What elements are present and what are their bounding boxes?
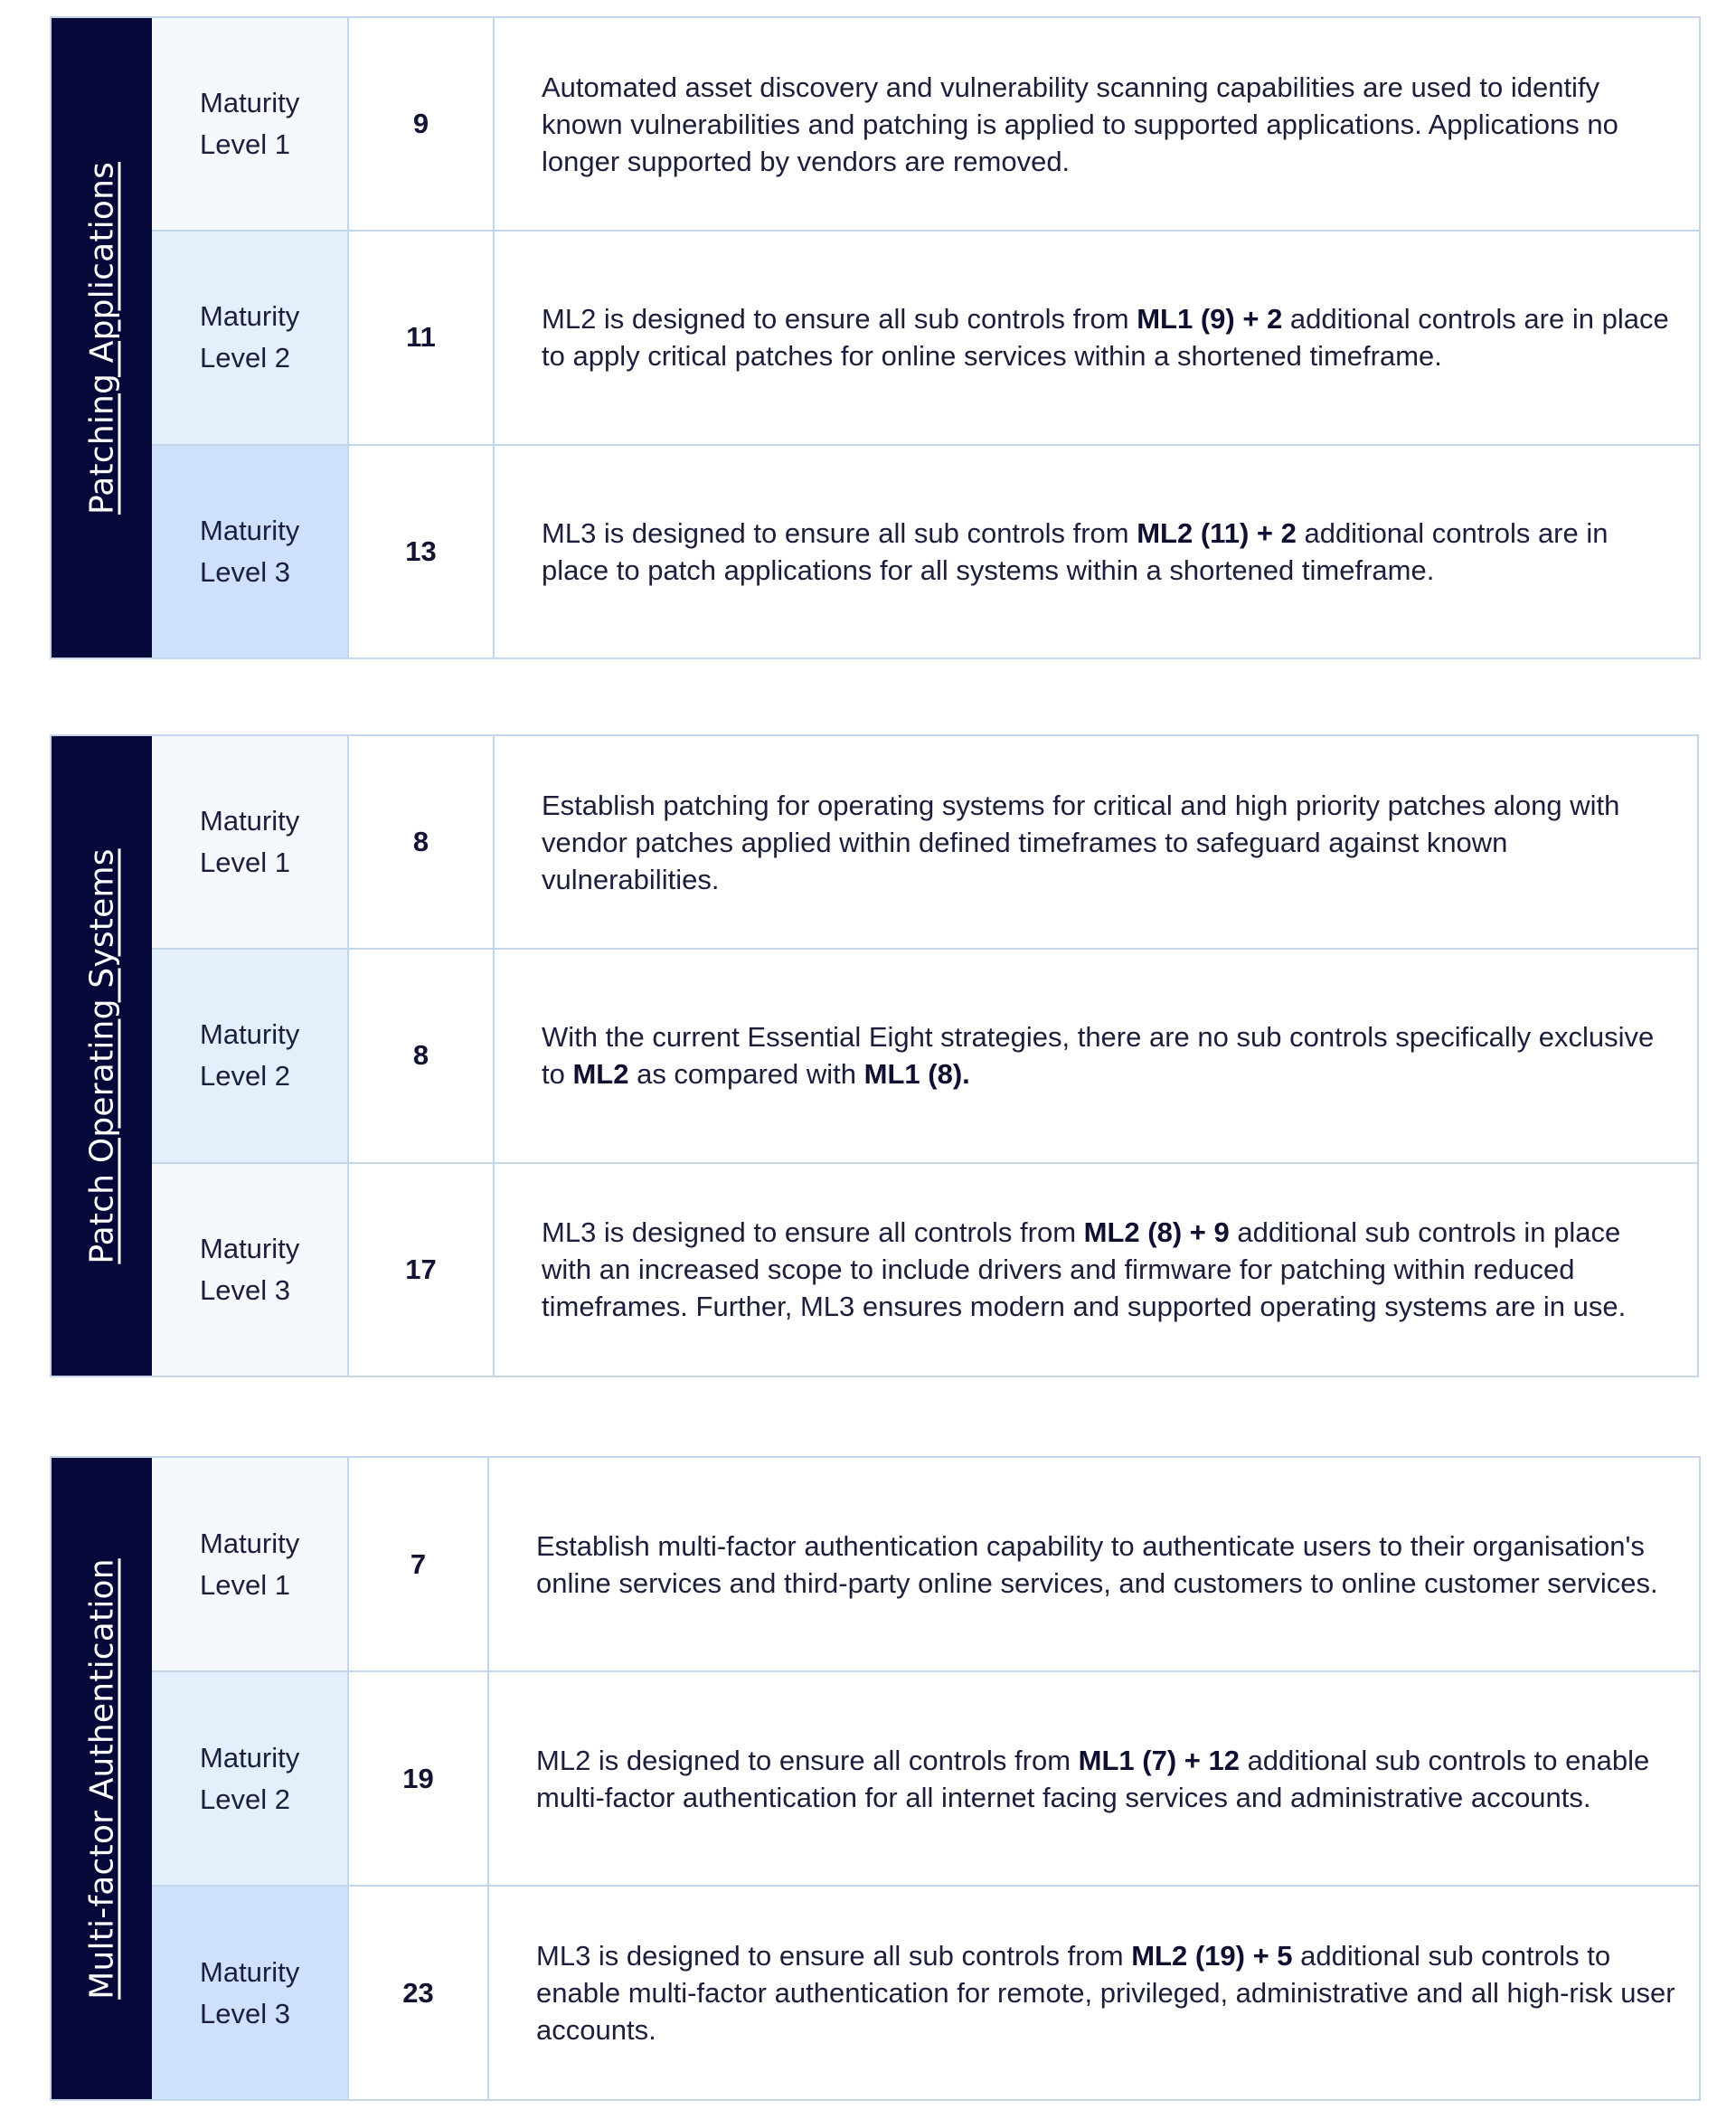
maturity-level-cell [152,1164,349,1376]
control-count: 7 [349,1458,489,1670]
description-segment: ML2 is designed to ensure all sub controls from [542,303,1137,336]
maturity-row [152,1670,1699,1885]
control-count: 23 [349,1887,489,2099]
description [495,232,1699,443]
level-label: Level 2 [200,1783,290,1815]
description [489,1672,1699,1885]
maturity-level-cell [152,446,349,657]
level-label: Level 3 [200,1273,290,1306]
strategy-band [52,736,152,1376]
maturity-level-cell [152,1458,349,1670]
maturity-row [152,444,1699,657]
description-segment: additional controls are in place to patch applications for all systems within a shortened timeframe. [542,516,1609,586]
maturity-rows [152,18,1699,657]
control-count: 17 [349,1164,495,1376]
maturity-label: Maturity [200,1527,300,1559]
maturity-label: Maturity [200,514,300,546]
maturity-label: Maturity [200,1741,300,1774]
control-count: 19 [349,1672,489,1885]
section-multi-factor-authentication [50,1456,1701,2101]
level-label: Level 3 [200,1997,290,2029]
description-segment: Establish multi-factor authentication capability to authenticate users to their organisation's online services and third-party online services, and customers to online customer services. [536,1529,1658,1599]
description-segment: Automated asset discovery and vulnerability scanning capabilities are used to identify known vulnerabilities and patching is applied to supported applications. Applications no longer supported by vendors are removed. [542,71,1618,177]
maturity-label: Maturity [200,1018,300,1051]
description-segment: Establish patching for operating systems for critical and high priority patches along with vendor patches applied within defined timeframes to safeguard against known vulnerabilities. [542,789,1620,895]
description-text [536,1937,1675,2048]
maturity-level-cell [152,232,349,443]
description [489,1458,1699,1670]
description-text [542,515,1675,589]
control-reference: ML2 (19) + 5 [1131,1940,1293,1972]
level-label: Level 2 [200,1060,290,1093]
maturity-row [152,1458,1699,1670]
description-text [536,1742,1675,1816]
description-text [542,787,1674,898]
description-segment: additional sub controls to enable multi-factor authentication for remote, privileged, administrative and all high-risk user accounts. [536,1940,1675,2046]
strategy-band [52,1458,152,2099]
control-reference: ML1 (7) + 12 [1078,1744,1240,1776]
maturity-label: Maturity [200,1955,300,1988]
control-reference: ML2 (8) + 9 [1083,1216,1230,1249]
description-text [542,300,1675,374]
strategy-title: Patch Operating Systems [83,847,120,1264]
maturity-label: Maturity [200,805,300,837]
maturity-row [152,1885,1699,2099]
control-count: 8 [349,950,495,1161]
level-label: Level 1 [200,128,290,161]
maturity-row [152,1162,1697,1376]
strategy-title: Patching Applications [83,161,120,515]
maturity-level-cell [152,736,349,948]
control-reference: ML1 (9) + 2 [1137,303,1283,336]
description [495,736,1697,948]
description-segment: ML2 is designed to ensure all controls from [536,1744,1079,1776]
description [495,1164,1697,1376]
control-reference: ML1 (8). [863,1058,970,1091]
control-reference: ML2 (11) + 2 [1137,516,1297,549]
maturity-level-cell [152,950,349,1161]
description-text [542,1214,1674,1325]
maturity-row [152,948,1697,1161]
control-count: 13 [349,446,495,657]
section-patching-applications [50,16,1701,659]
level-label: Level 2 [200,342,290,374]
description-segment: as compared with [628,1058,864,1091]
description [489,1887,1699,2099]
description [495,18,1699,230]
description-segment: ML3 is designed to ensure all controls from [542,1216,1084,1249]
control-count: 11 [349,232,495,443]
maturity-row [152,18,1699,230]
maturity-level-cell [152,1672,349,1885]
maturity-rows [152,1458,1699,2099]
maturity-row [152,230,1699,443]
description-text [542,1018,1674,1093]
control-reference: ML2 [572,1058,629,1091]
level-label: Level 3 [200,555,290,588]
description [495,446,1699,657]
description-segment: With the current Essential Eight strategies, there are no sub controls specifically exclusive to [542,1021,1655,1091]
description-segment: ML3 is designed to ensure all sub controls from [542,516,1137,549]
strategy-title: Multi-factor Authentication [83,1557,120,2000]
description-text [536,1528,1675,1602]
maturity-rows [152,736,1697,1376]
maturity-label: Maturity [200,300,300,333]
control-count: 8 [349,736,495,948]
description [495,950,1697,1161]
description-segment: additional sub controls to enable multi-factor authentication for all internet facing services and administrative accounts. [536,1744,1650,1813]
maturity-row [152,736,1697,948]
level-label: Level 1 [200,847,290,879]
maturity-label: Maturity [200,1232,300,1264]
maturity-level-cell [152,1887,349,2099]
description-segment: additional sub controls in place with an increased scope to include drivers and firmware for patching within reduced timeframes. Further, ML3 ensures modern and supported operating systems are in use. [542,1216,1627,1323]
description-segment: additional controls are in place to apply critical patches for online services within a shortened timeframe. [542,303,1669,373]
maturity-level-cell [152,18,349,230]
level-label: Level 1 [200,1568,290,1601]
section-patch-operating-systems [50,734,1699,1377]
strategy-band [52,18,152,657]
maturity-label: Maturity [200,87,300,119]
control-count: 9 [349,18,495,230]
description-text [542,69,1675,180]
description-segment: ML3 is designed to ensure all sub controls from [536,1940,1132,1972]
